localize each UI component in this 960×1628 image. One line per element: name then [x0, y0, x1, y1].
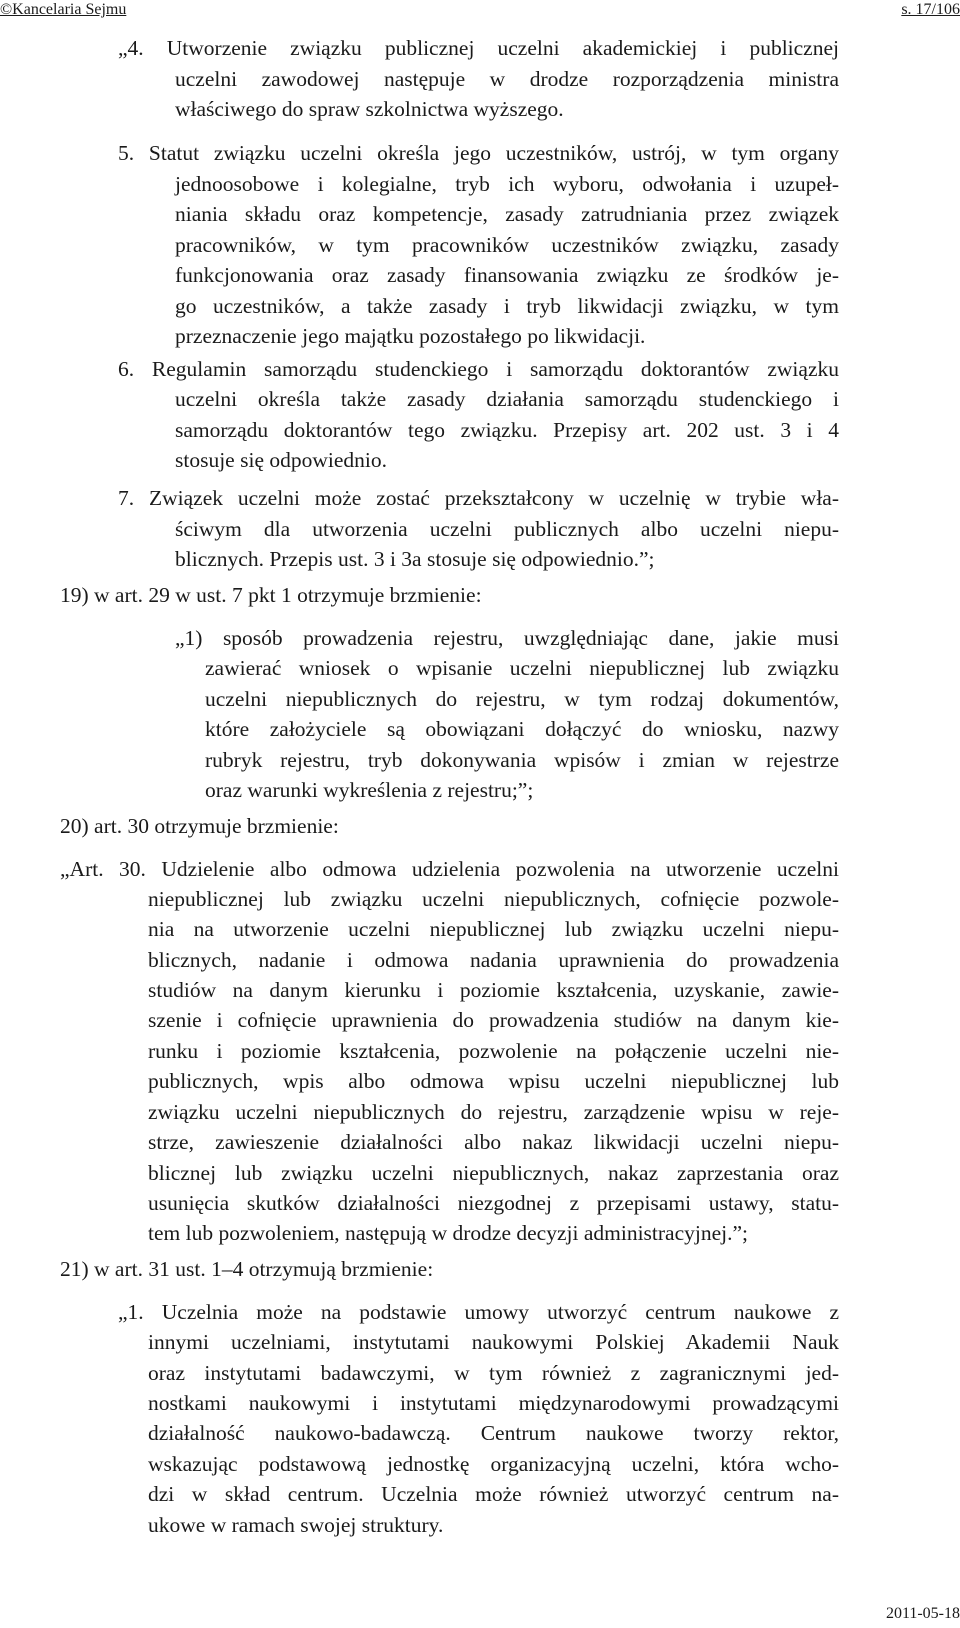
text-line: nia na utworzenie uczelni niepublicznej lub związku uczelni niepu-: [148, 917, 839, 941]
text-line: uczelni zawodowej następuje w drodze rozporządzenia ministra: [175, 67, 839, 91]
text-line: studiów na danym kierunku i poziomie kształcenia, uzyskanie, zawie-: [148, 978, 839, 1002]
text-line: 5. Statut związku uczelni określa jego uczestników, ustrój, w tym organy: [118, 141, 839, 165]
amendment-point: 19) w art. 29 w ust. 7 pkt 1 otrzymuje brzmienie:: [60, 583, 482, 607]
text-line: jednoosobowe i kolegialne, tryb ich wyboru, odwołania i uzupeł-: [175, 172, 839, 196]
text-line: samorządu doktorantów tego związku. Przepisy art. 202 ust. 3 i 4: [175, 418, 839, 442]
text-line: „1. Uczelnia może na podstawie umowy utworzyć centrum naukowe z: [118, 1300, 839, 1324]
text-line: runku i poziomie kształcenia, pozwolenie na połączenie uczelni nie-: [148, 1039, 839, 1063]
text-line: zawierać wniosek o wpisanie uczelni niepublicznej lub związku: [205, 656, 839, 680]
text-line: związku uczelni niepublicznych do rejestru, zarządzenie wpisu w reje-: [148, 1100, 839, 1124]
text-line: dzi w skład centrum. Uczelnia może również utworzyć centrum na-: [148, 1482, 839, 1506]
footer-date: 2011-05-18: [885, 1605, 960, 1622]
header-page-number-text: s. 17/106: [901, 1, 960, 18]
text-line: oraz instytutami badawczymi, w tym również z zagranicznymi jed-: [148, 1361, 839, 1385]
text-line: rubryk rejestru, tryb dokonywania wpisów i zmian w rejestrze: [205, 748, 839, 772]
header-copyright-text: ©Kancelaria Sejmu: [0, 1, 127, 18]
text-line: blicznych. Przepis ust. 3 i 3a stosuje się odpowiednio.”;: [175, 547, 655, 571]
header-copyright: [0, 0, 126, 20]
amendment-point: 20) art. 30 otrzymuje brzmienie:: [60, 814, 339, 838]
text-line: szenie i cofnięcie uprawnienia do prowadzenia studiów na danym kie-: [148, 1008, 839, 1032]
text-line: działalność naukowo-badawczą. Centrum naukowe tworzy rektor,: [148, 1421, 839, 1445]
text-line: uczelni niepublicznych do rejestru, w tym rodzaj dokumentów,: [205, 687, 839, 711]
text-line: strze, zawieszenie działalności albo nakaz likwidacji uczelni niepu-: [148, 1130, 839, 1154]
text-line: niepublicznej lub związku uczelni niepublicznych, cofnięcie pozwole-: [148, 887, 839, 911]
text-line: blicznej lub związku uczelni niepublicznych, nakaz zaprzestania oraz: [148, 1161, 839, 1185]
header-page-number: [880, 0, 960, 20]
text-line: ściwym dla utworzenia uczelni publicznych albo uczelni niepu-: [175, 517, 839, 541]
text-line: funkcjonowania oraz zasady finansowania związku ze środków je-: [175, 263, 839, 287]
text-line: innymi uczelniami, instytutami naukowymi Polskiej Akademii Nauk: [148, 1330, 839, 1354]
text-line: przeznaczenie jego majątku pozostałego po likwidacji.: [175, 324, 646, 348]
text-line: „1) sposób prowadzenia rejestru, uwzględniając dane, jakie musi: [175, 626, 839, 650]
text-line: uczelni określa także zasady działania samorządu studenckiego i: [175, 387, 839, 411]
text-line: właściwego do spraw szkolnictwa wyższego.: [175, 97, 564, 121]
text-line: tem lub pozwoleniem, następują w drodze decyzji administracyjnej.”;: [148, 1221, 749, 1245]
text-line: usunięcia skutków działalności niezgodnej z przepisami ustawy, statu-: [148, 1191, 839, 1215]
text-line: 7. Związek uczelni może zostać przekształcony w uczelnię w trybie wła-: [118, 486, 839, 510]
text-line: oraz warunki wykreślenia z rejestru;”;: [205, 778, 534, 802]
text-line: 6. Regulamin samorządu studenckiego i samorządu doktorantów związku: [118, 357, 839, 381]
text-line: ukowe w ramach swojej struktury.: [148, 1513, 444, 1537]
text-line: go uczestników, a także zasady i tryb likwidacji związku, w tym: [175, 294, 839, 318]
text-line: nostkami naukowymi i instytutami międzynarodowymi prowadzącymi: [148, 1391, 839, 1415]
text-line: publicznych, wpis albo odmowa wpisu uczelni niepublicznej lub: [148, 1069, 839, 1093]
text-line: blicznych, nadanie i odmowa nadania uprawnienia do prowadzenia: [148, 948, 839, 972]
text-line: stosuje się odpowiednio.: [175, 448, 387, 472]
text-line: niania składu oraz kompetencje, zasady zatrudniania przez związek: [175, 202, 839, 226]
text-line: wskazując podstawową jednostkę organizacyjną uczelni, która wcho-: [148, 1452, 839, 1476]
text-line: które założyciele są obowiązani dołączyć do wniosku, nazwy: [205, 717, 839, 741]
amendment-point: 21) w art. 31 ust. 1–4 otrzymują brzmienie:: [60, 1257, 434, 1281]
text-line: pracowników, w tym pracowników uczestników związku, zasady: [175, 233, 839, 257]
text-line: „Art. 30. Udzielenie albo odmowa udzielenia pozwolenia na utworzenie uczelni: [60, 857, 839, 881]
text-line: „4. Utworzenie związku publicznej uczelni akademickiej i publicznej: [118, 36, 839, 60]
